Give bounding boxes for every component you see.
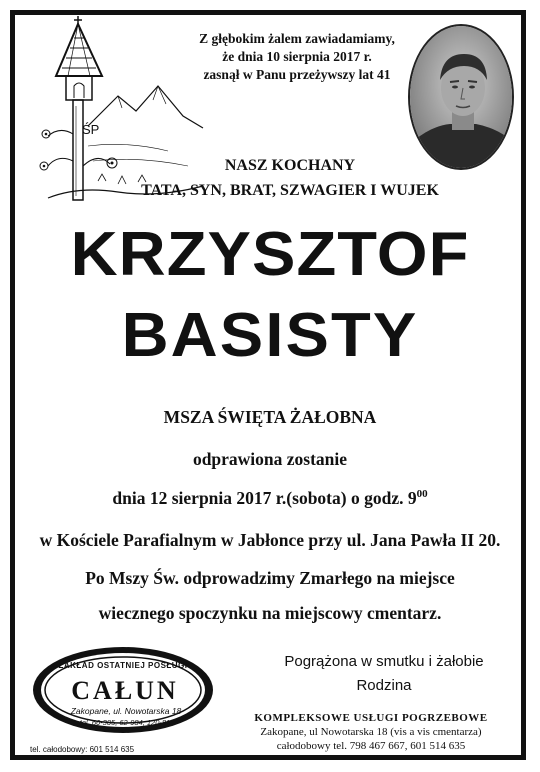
mass-title: MSZA ŚWIĘTA ŻAŁOBNA xyxy=(163,407,377,427)
mass-cemetery-line: wiecznego spoczynku na miejscowy cmentarz. xyxy=(98,603,442,623)
mass-procession-line: Po Mszy Św. odprowadzimy Zmarłego na miejsce xyxy=(85,568,455,588)
intro-line: zasnął w Panu przeżywszy lat 41 xyxy=(203,67,391,82)
mourners-family: Rodzina xyxy=(356,677,412,694)
logo-name: CAŁUN xyxy=(71,676,179,705)
intro-line: że dnia 10 sierpnia 2017 r. xyxy=(222,49,372,64)
sp-symbol: ŚP xyxy=(82,122,100,137)
logo-top-text: ZAKŁAD OSTATNIEJ POSŁUGI xyxy=(58,661,188,670)
company-address: Zakopane, ul Nowotarska 18 (vis a vis cmentarza) xyxy=(260,726,482,738)
logo-phone: tel. 66-305, 62-984, 120-81 xyxy=(79,718,171,727)
intro-text xyxy=(178,30,416,84)
mass-date-line xyxy=(20,482,520,510)
logo-phone-24h: tel. całodobowy: 601 514 635 xyxy=(30,745,135,754)
mass-date-text: dnia 12 sierpnia 2017 r.(sobota) o godz. 9 xyxy=(112,487,417,508)
deceased-last-name: BASISTY xyxy=(121,301,419,370)
mass-church-line: w Kościele Parafialnym w Jabłonce przy ul. Jana Pawła II 20. xyxy=(39,530,501,550)
intro-line: Z głębokim żalem zawiadamiamy, xyxy=(199,31,395,46)
company-services: KOMPLEKSOWE USŁUGI POGRZEBOWE xyxy=(254,712,488,724)
mass-line: odprawiona zostanie xyxy=(192,449,348,469)
mass-time-minutes: 00 xyxy=(416,488,428,500)
logo-address: Zakopane, ul. Nowotarska 18 xyxy=(70,706,182,716)
subheading-line-1: NASZ KOCHANY xyxy=(224,157,356,174)
subheading-line-2: TATA, SYN, BRAT, SZWAGIER I WUJEK xyxy=(141,182,439,199)
mourners-line: Pogrążona w smutku i żałobie xyxy=(284,653,484,670)
company-phone: całodobowy tel. 798 467 667, 601 514 635 xyxy=(276,740,466,752)
portrait-photo xyxy=(408,24,514,170)
deceased-first-name: KRZYSZTOF xyxy=(70,220,470,289)
